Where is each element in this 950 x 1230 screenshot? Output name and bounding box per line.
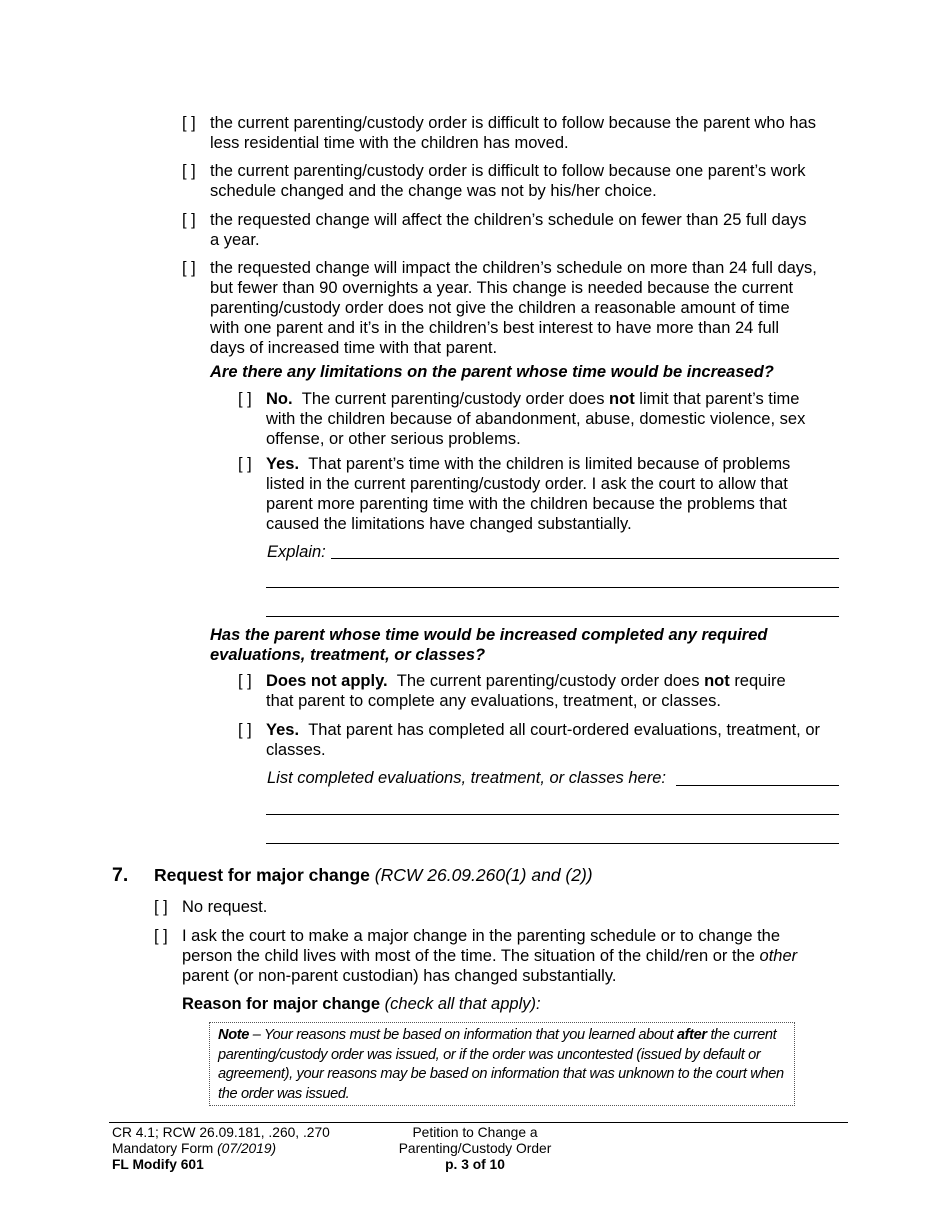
explain-field-line-1[interactable] <box>331 558 839 559</box>
option-line: that parent to complete any evaluations, treatment, or classes. <box>266 692 721 710</box>
item-text-line: days of increased time with that parent. <box>210 339 498 357</box>
emphasis: other <box>759 947 798 965</box>
section-number: 7. <box>112 864 129 886</box>
checkbox[interactable]: [ ] <box>238 390 252 408</box>
item-text-line: less residential time with the children has moved. <box>210 134 569 152</box>
item-text-line: a year. <box>210 231 260 249</box>
checkbox[interactable]: [ ] <box>238 672 252 690</box>
text: the current <box>706 1027 777 1043</box>
option-line: parent more parenting time with the children because the problems that <box>266 495 787 513</box>
text: That parent has completed all court-ordered evaluations, treatment, or <box>308 721 820 739</box>
question-line: evaluations, treatment, or classes? <box>210 646 486 664</box>
emphasis: after <box>676 1027 707 1043</box>
text: limit that parent’s time <box>639 390 800 408</box>
option-line: offense, or other serious problems. <box>266 430 521 448</box>
checkbox[interactable]: [ ] <box>182 114 196 132</box>
option-label: No. <box>266 390 293 408</box>
item-text-line: with one parent and it’s in the children’s best interest to have more than 24 full <box>210 319 779 337</box>
footer-title-line: Parenting/Custody Order <box>398 1141 552 1156</box>
option-line: parent (or non-parent custodian) has changed substantially. <box>182 967 617 985</box>
item-text-line: but fewer than 90 overnights a year. This change is needed because the current <box>210 279 794 297</box>
section-title: Request for major change <box>154 865 370 885</box>
checkbox[interactable]: [ ] <box>238 455 252 473</box>
no-request-label: No request. <box>182 898 268 916</box>
explain-field-line-2[interactable] <box>266 587 839 588</box>
item-text-line: the current parenting/custody order is difficult to follow because one parent’s work <box>210 162 806 180</box>
option-line: listed in the current parenting/custody order. I ask the court to allow that <box>266 475 788 493</box>
checkbox[interactable]: [ ] <box>182 162 196 180</box>
list-field-line-1[interactable] <box>676 785 839 786</box>
text: The current parenting/custody order does <box>396 672 700 690</box>
section-heading <box>154 864 593 886</box>
text: The current parenting/custody order does <box>301 390 605 408</box>
evaluations-question <box>210 625 767 665</box>
text: – Your reasons must be based on information that you learned about <box>249 1027 677 1043</box>
checkbox[interactable]: [ ] <box>154 927 168 945</box>
option-line: with the children because of abandonment, abuse, domestic violence, sex <box>266 410 806 428</box>
footer-date: (07/2019) <box>217 1141 277 1156</box>
item-text-line: the requested change will impact the children’s schedule on more than 24 full days, <box>210 259 817 277</box>
explain-field-line-3[interactable] <box>266 616 839 617</box>
list-field-line-3[interactable] <box>266 843 839 844</box>
text: That parent’s time with the children is limited because of problems <box>308 455 791 473</box>
option-label: Yes. <box>266 721 300 739</box>
item-text-line: schedule changed and the change was not by his/her choice. <box>210 182 657 200</box>
checkbox[interactable]: [ ] <box>238 721 252 739</box>
emphasis: not <box>704 672 730 690</box>
option-line <box>266 720 820 740</box>
option-line: caused the limitations have changed substantially. <box>266 515 632 533</box>
footer-page-number: p. 3 of 10 <box>445 1157 505 1172</box>
note-line: the order was issued. <box>218 1085 350 1102</box>
footer-mandatory <box>112 1141 330 1157</box>
text: require <box>734 672 786 690</box>
reason-hint: (check all that apply): <box>384 995 541 1013</box>
option-line <box>266 389 805 409</box>
text: Mandatory Form <box>112 1141 214 1156</box>
checkbox[interactable]: [ ] <box>154 898 168 916</box>
footer-left <box>112 1125 330 1173</box>
option-line: classes. <box>266 741 326 759</box>
limitations-question: Are there any limitations on the parent whose time would be increased? <box>210 363 774 381</box>
reason-heading <box>182 994 541 1014</box>
item-text-line: the requested change will affect the children’s schedule on fewer than 25 full days <box>210 211 807 229</box>
option-line: I ask the court to make a major change in the parenting schedule or to change the <box>182 927 781 945</box>
footer-rule: CR 4.1; RCW 26.09.181, .260, .270 <box>112 1125 330 1140</box>
note-line: agreement), your reasons may be based on information that was unknown to the court when <box>218 1066 784 1082</box>
emphasis: not <box>609 390 635 408</box>
checkbox[interactable]: [ ] <box>182 211 196 229</box>
option-line <box>266 454 790 474</box>
note-line: parenting/custody order was issued, or if the order was uncontested (issued by default or <box>218 1046 761 1063</box>
option-line <box>182 946 797 966</box>
section-citation: (RCW 26.09.260(1) and (2)) <box>374 865 593 885</box>
option-line <box>266 671 786 691</box>
note-lead: Note <box>218 1027 250 1043</box>
explain-label: Explain: <box>267 543 326 561</box>
footer-divider <box>109 1122 848 1123</box>
reason-label: Reason for major change <box>182 995 381 1013</box>
footer-title-line: Petition to Change a <box>412 1125 538 1140</box>
option-label: Does not apply. <box>266 672 388 690</box>
item-text-line: parenting/custody order does not give the children a reasonable amount of time <box>210 299 790 317</box>
footer-form-id: FL Modify 601 <box>112 1157 204 1172</box>
checkbox[interactable]: [ ] <box>182 259 196 277</box>
item-text-line: the current parenting/custody order is difficult to follow because the parent who has <box>210 114 816 132</box>
footer-center <box>375 1125 575 1173</box>
list-completed-label: List completed evaluations, treatment, or classes here: <box>267 769 666 787</box>
list-field-line-2[interactable] <box>266 814 839 815</box>
text: person the child lives with most of the time. The situation of the child/ren or the <box>182 947 755 965</box>
note-box <box>209 1022 795 1106</box>
question-line: Has the parent whose time would be increased completed any required <box>210 626 768 644</box>
note-line <box>218 1026 786 1046</box>
option-label: Yes. <box>266 455 300 473</box>
